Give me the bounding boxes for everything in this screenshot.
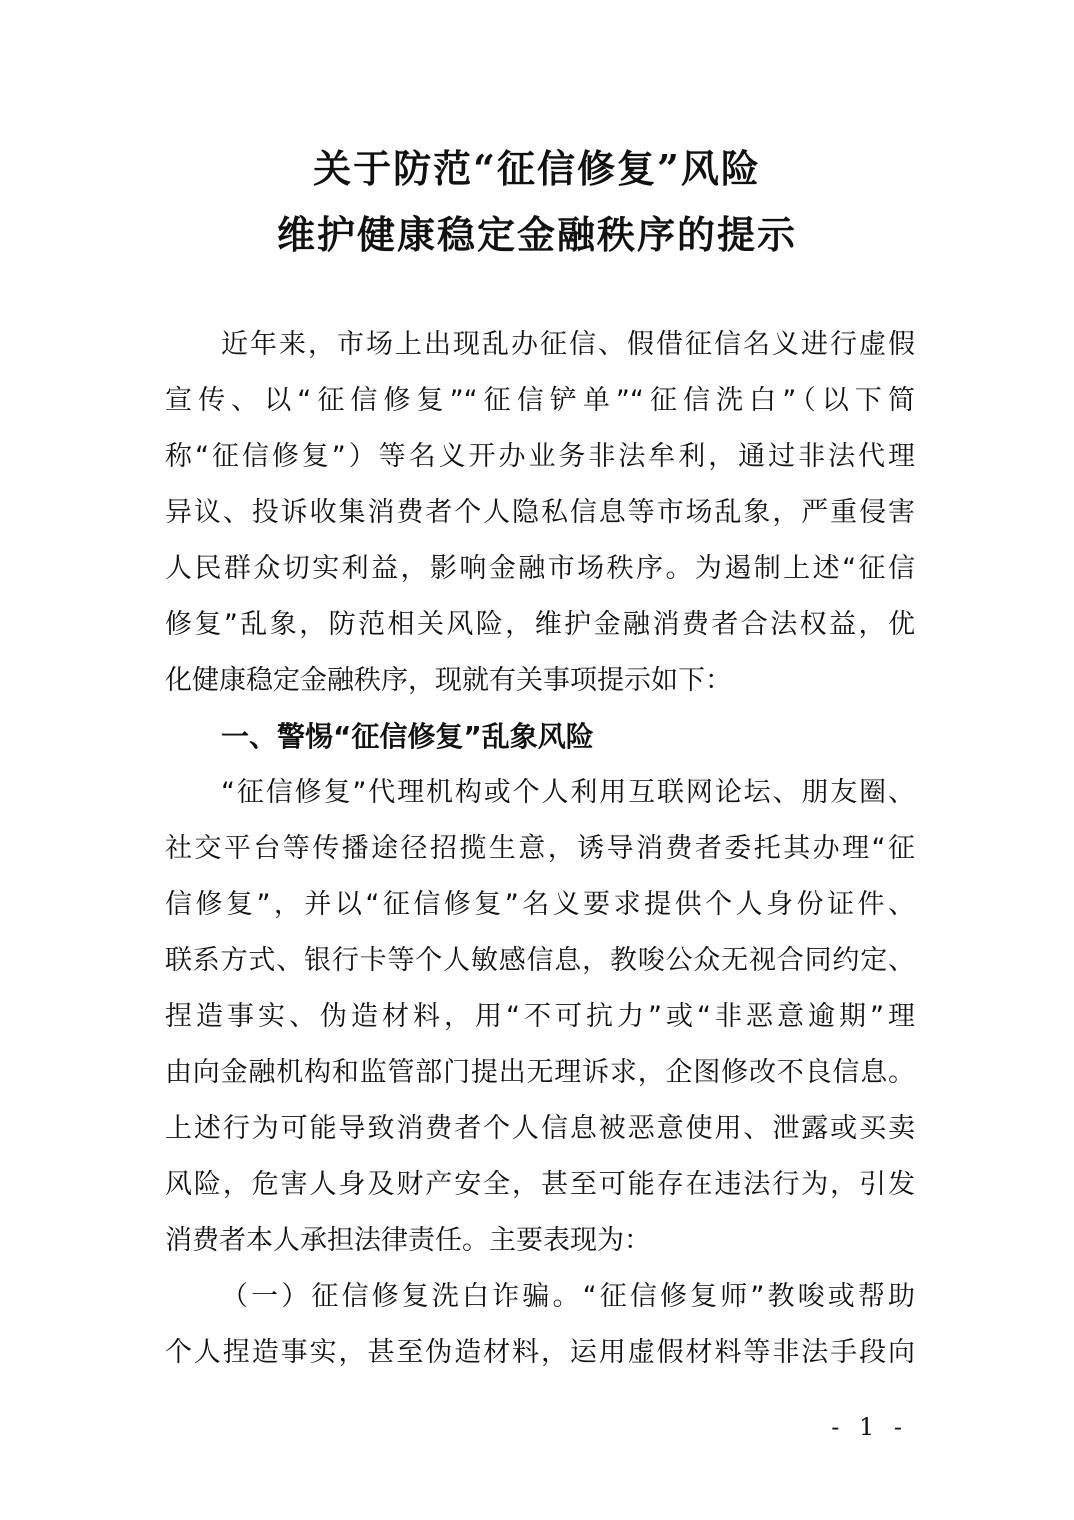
section1-line: 消费者本人承担法律责任。主要表现为： xyxy=(165,1225,651,1256)
section1-line: 社交平台等传播途径招揽生意，诱导消费者委托其办理“征 xyxy=(165,833,915,864)
intro-line: 化健康稳定金融秩序，现就有关事项提示如下： xyxy=(165,665,732,696)
section1-line: 上述行为可能导致消费者个人信息被恶意使用、泄露或买卖 xyxy=(165,1113,915,1144)
section1-line: “征信修复”代理机构或个人利用互联网论坛、朋友圈、 xyxy=(221,777,915,808)
subsection1-line: （一）征信修复洗白诈骗。“征信修复师”教唆或帮助 xyxy=(221,1281,915,1312)
intro-line: 宣传、以“征信修复”“征信铲单”“征信洗白”（以下简 xyxy=(165,385,915,416)
intro-line: 称“征信修复”）等名义开办业务非法牟利，通过非法代理 xyxy=(165,441,915,472)
page-number: - 1 - xyxy=(831,1413,908,1441)
document-title-line-2: 维护健康稳定金融秩序的提示 xyxy=(276,212,797,257)
section1-line: 风险，危害人身及财产安全，甚至可能存在违法行为，引发 xyxy=(165,1169,915,1200)
intro-line: 异议、投诉收集消费者个人隐私信息等市场乱象，严重侵害 xyxy=(165,497,915,528)
subsection1-line: 个人捏造事实，甚至伪造材料，运用虚假材料等非法手段向 xyxy=(165,1337,915,1368)
section1-line: 由向金融机构和监管部门提出无理诉求，企图修改不良信息。 xyxy=(165,1057,915,1088)
intro-line: 修复”乱象，防范相关风险，维护金融消费者合法权益，优 xyxy=(165,609,915,640)
document-title-line-1: 关于防范“征信修复”风险 xyxy=(313,146,761,191)
intro-line: 近年来，市场上出现乱办征信、假借征信名义进行虚假 xyxy=(221,329,915,360)
section1-line: 联系方式、银行卡等个人敏感信息，教唆公众无视合同约定、 xyxy=(165,945,915,976)
intro-line: 人民群众切实利益，影响金融市场秩序。为遏制上述“征信 xyxy=(165,553,915,584)
section-heading-1: 一、警惕“征信修复”乱象风险 xyxy=(221,720,594,753)
section1-line: 信修复”，并以“征信修复”名义要求提供个人身份证件、 xyxy=(165,889,915,920)
section1-line: 捏造事实、伪造材料，用“不可抗力”或“非恶意逾期”理 xyxy=(165,1001,915,1032)
